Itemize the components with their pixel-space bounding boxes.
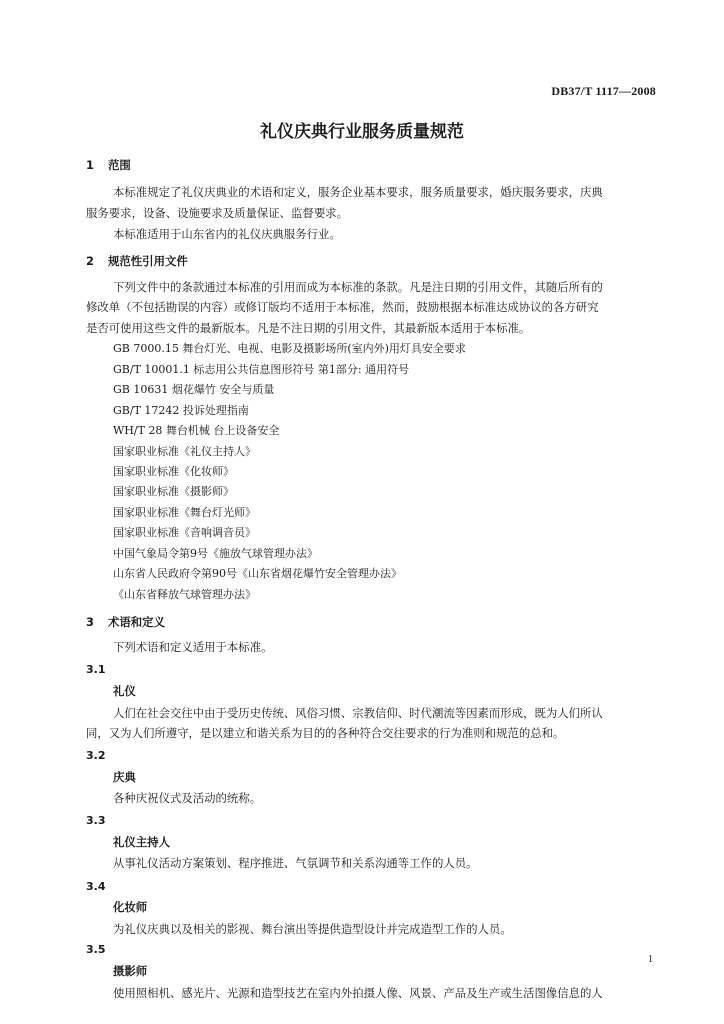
reference-item: GB/T 10001.1 标志用公共信息图形符号 第1部分: 通用符号 [113, 363, 410, 376]
definition-line: 同，又为人们所遵守，是以建立和谐关系为目的的各种符合交往要求的行为准则和规范的总和。 [86, 726, 565, 740]
term-title: 礼仪主持人 [113, 835, 170, 849]
reference-item: WH/T 28 舞台机械 台上设备安全 [113, 424, 280, 437]
clause-number: 3.5 [86, 943, 106, 956]
reference-item: 《山东省释放气球管理办法》 [113, 588, 256, 601]
definition-line: 各种庆祝仪式及活动的统称。 [113, 791, 262, 805]
section-number: 1 [86, 158, 94, 172]
clause-number: 3.4 [86, 880, 106, 893]
term-title: 摄影师 [113, 964, 148, 978]
reference-item: 山东省人民政府令第90号《山东省烟花爆竹安全管理办法》 [113, 567, 402, 580]
reference-item: 国家职业标准《摄影师》 [113, 485, 234, 498]
section-title: 规范性引用文件 [108, 254, 188, 268]
clause-number: 3.3 [86, 814, 106, 827]
reference-item: 国家职业标准《音响调音员》 [113, 526, 256, 539]
paragraph-line: 是否可使用这些文件的最新版本。凡是不注日期的引用文件，其最新版本适用于本标准。 [86, 321, 531, 335]
term-title: 庆典 [113, 770, 136, 784]
reference-item: 国家职业标准《化妆师》 [113, 465, 234, 478]
definition-line: 使用照相机、感光片、光源和造型技艺在室内外拍摄人像、风景、产品及生产或生活图像信息的人 [113, 986, 603, 1000]
standard-code: DB37/T 1117—2008 [551, 84, 656, 98]
term-title: 礼仪 [113, 684, 136, 698]
reference-item: 中国气象局令第9号《施放气球管理办法》 [113, 547, 318, 560]
paragraph-line: 服务要求，设备、设施要求及质量保证、监督要求。 [86, 206, 348, 220]
clause-number: 3.1 [86, 663, 106, 676]
paragraph-line: 本标准规定了礼仪庆典业的术语和定义，服务企业基本要求，服务质量要求，婚庆服务要求，庆典 [113, 185, 603, 199]
section-title: 范围 [108, 158, 131, 172]
reference-item: GB 10631 烟花爆竹 安全与质量 [113, 383, 275, 396]
page-number: 1 [648, 954, 653, 965]
definition-line: 为礼仪庆典以及相关的影视、舞台演出等提供造型设计并完成造型工作的人员。 [113, 922, 512, 936]
paragraph-line: 下列文件中的条款通过本标准的引用而成为本标准的条款。凡是注日期的引用文件，其随后所有的 [113, 280, 603, 294]
clause-number: 3.2 [86, 749, 106, 762]
reference-item: 国家职业标准《礼仪主持人》 [113, 445, 256, 458]
paragraph-line: 修改单（不包括勘误的内容）或修订版均不适用于本标准，然而，鼓励根据本标准达成协议的各方研究 [86, 300, 599, 314]
reference-item: GB 7000.15 舞台灯光、电视、电影及摄影场所(室内外)用灯具安全要求 [113, 342, 466, 355]
section-number: 3 [86, 615, 94, 629]
definition-line: 人们在社会交往中由于受历史传统、风俗习惯、宗教信仰、时代潮流等因素而形成，既为人们所认 [113, 706, 603, 720]
section-1-heading [86, 160, 131, 171]
section-2-heading [86, 256, 188, 267]
section-number: 2 [86, 254, 94, 268]
reference-item: GB/T 17242 投诉处理指南 [113, 404, 249, 417]
section-title: 术语和定义 [108, 615, 165, 629]
reference-item: 国家职业标准《舞台灯光师》 [113, 506, 256, 519]
term-title: 化妆师 [113, 900, 148, 914]
section-3-heading [86, 617, 165, 628]
paragraph-line: 本标准适用于山东省内的礼仪庆典服务行业。 [113, 227, 341, 241]
paragraph-line: 下列术语和定义适用于本标准。 [113, 640, 273, 654]
definition-line: 从事礼仪活动方案策划、程序推进、气氛调节和关系沟通等工作的人员。 [113, 856, 478, 870]
document-title: 礼仪庆典行业服务质量规范 [260, 122, 464, 142]
